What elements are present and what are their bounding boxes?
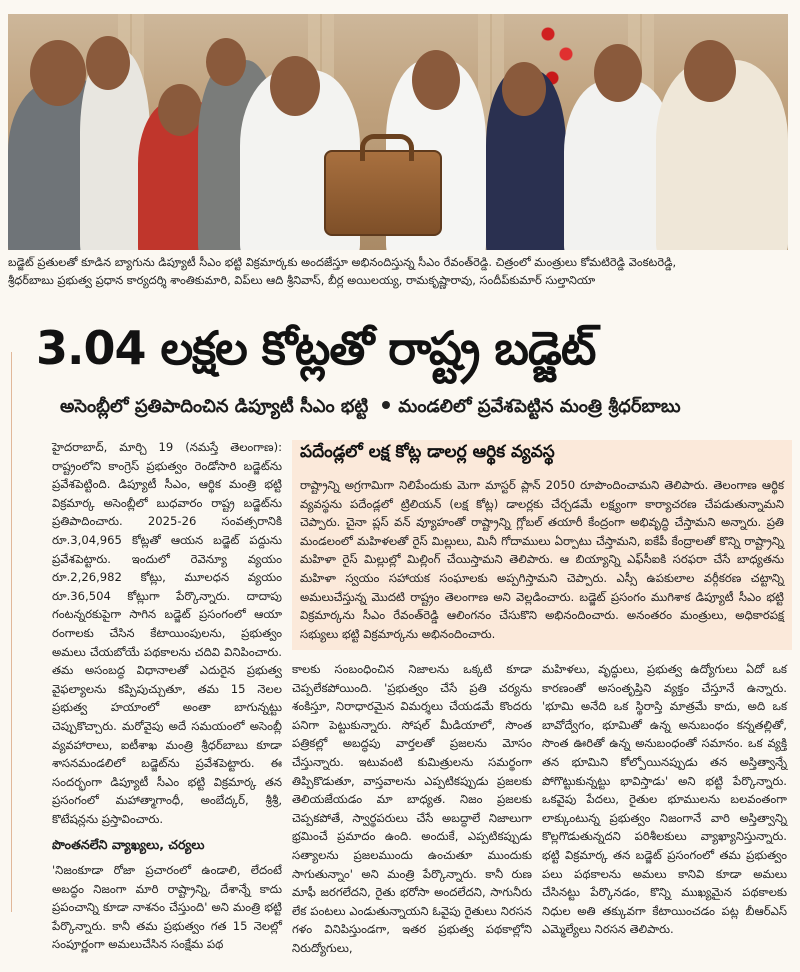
article-para-2: 'నిజంకూడా రోజా ప్రచారంలో ఉండాలి, లేదంటే అబద్ధం నిజంగా మారి రాష్ట్రాన్ని, దేశాన్నే కాదు ప్రపంచాన్ని కూడా నాశనం చేస్తుంది' అని మంత్రి భట్టి పేర్కొన్నారు. కానీ తమ ప్రభుత్వం గత 15 నెలల్లో సంపూర్ణంగా అమలుచేసిన సంక్షేమ పథ bbox=[52, 863, 282, 952]
article-column-3: మహిళలు, వృద్ధులు, ప్రభుత్వ ఉద్యోగులు ఏదో ఒక కారణంతో అసంతృప్తిని వ్యక్తం చేస్తూనే ఉన్నారు. 'భూమి అనేది ఒక స్థిరాస్తి మాత్రమే కాదు, అది ఒక బావోద్వేగం, భూమితో ఉన్న అనుబంధం కన్నతల్లితో, సొంత ఊరితో ఉన్న అనుబంధంతో సమానం. ఒక వ్యక్తి తన భూమిని కోల్పోయినప్పుడు తన అస్తిత్వాన్నే పోగొట్టుకున్నట్టు భావిస్తాడు' అని భట్టి పేర్కొన్నారు. ఒకవైపు పేదలు, రైతుల భూములను బలవంతంగా లాక్కుంటున్న ప్రభుత్వం నిజంగానే వారి అస్తిత్వాన్ని కొల్లగొడుతున్నదని పరిశీలకులు వ్యాఖ్యానిస్తున్నారు. భట్టి విక్రమార్క తన బడ్జెట్ ప్రసంగంలో తమ ప్రభుత్వం పలు పథకాలను అమలు కానివి కూడా అమలు చేసినట్టు పేర్కొనడం, కొన్ని ముఖ్యమైన పథకాలకు నిధుల అతి తక్కువగా కేటాయించడం పట్ల బీఆర్‌ఎస్ ఎమ్మెల్యేలు నిరసన తెలిపారు. bbox=[542, 662, 787, 937]
headline: 3.04 లక్షల కోట్లతో రాష్ట్ర బడ్జెట్ bbox=[36, 321, 596, 375]
article-para-1: హైదరాబాద్, మార్చి 19 (నమస్తే తెలంగాణ): రాష్ట్రంలోని కాంగ్రెస్ ప్రభుత్వం రెండోసారి బడ్జెట్‌ను ప్రవేశపెట్టింది. డిప్యూటీ సీఎం, ఆర్థిక మంత్రి భట్టి విక్రమార్క అసెంబ్లీలో బుధవారం రాష్ట్ర బడ్జెట్‌ను ప్రతిపాదించారు. 2025-26 సంవత్సరానికి రూ.3,04,965 కోట్లతో ఆయన బడ్జెట్ పద్దును ప్రవేశపెట్టారు. ఇందులో రెవెన్యూ వ్యయం రూ.2,26,982 కోట్లు, మూలధన వ్యయం రూ.36,504 కోట్లుగా పేర్కొన్నారు. దాదాపు గంటన్నరకుపైగా సాగిన బడ్జెట్ ప్రసంగంలో ఆయా రంగాలకు చేసిన కేటాయింపులను, ప్రభుత్వం అమలు చేయబోయే పథకాలను చదివి వినిపించారు. తమ అసంబద్ధ విధానాలతో ఎదురైన ప్రభుత్వ వైఫల్యాలను కప్పిపుచ్చుతూ, తమ 15 నెలల ప్రభుత్వ హయాంలో అంతా బాగున్నట్టు చెప్పుకొచ్చారు. మరోవైపు అదే సమయంలో అసెంబ్లీ వ్యవహారాలు, ఐటీశాఖ మంత్రి శ్రీధర్‌బాబు కూడా శాసనమండలిలో బడ్జెట్‌ను ప్రవేశపెట్టారు. ఈ సందర్భంగా డిప్యూటీ సీఎం భట్టి విక్రమార్క తన ప్రసంగంలో మహాత్మాగాంధీ, అంబేద్కర్, శ్రీశ్రీ, కొటేషన్లను ప్రస్తావించారు. bbox=[52, 440, 282, 826]
subhead-right: మండలిలో ప్రవేశపెట్టిన మంత్రి శ్రీధర్‌బాబు bbox=[398, 396, 681, 417]
highlight-box-title: పదేండ్లలో లక్ష కోట్ల డాలర్ల ఆర్థిక వ్యవస్థ bbox=[300, 442, 555, 462]
subhead-left: అసెంబ్లీలో ప్రతిపాదించిన డిప్యూటీ సీఎం భట్టి bbox=[60, 396, 369, 417]
highlight-box-body: రాష్ట్రాన్ని అగ్రగామిగా నిలిపేందుకు మెగా మాస్టర్ ప్లాన్ 2050 రూపొందించామని తెలిపారు. తెలంగాణ ఆర్థిక వ్యవస్థను పదేండ్లలో ట్రిలియన్ (లక్ష కోట్ల) డాలర్లకు చేర్చడమే లక్ష్యంగా కార్యాచరణ చేపడుతున్నామని చెప్పారు. చైనా ప్లస్ వన్ వ్యూహంతో రాష్ట్రాన్ని గ్లోబల్ తయారీ కేంద్రంగా అభివృద్ధి చేస్తామని అన్నారు. ప్రతి మండలంలో మహిళలతో రైస్ మిల్లులు, మినీ గోదాములు ఏర్పాటు చేస్తామని, ఐకేపీ కేంద్రాలతో కొన్ని రాష్ట్రాన్ని మహిళా రైస్ మిల్లుల్లో మిల్లింగ్ చేయిస్తామని తెలిపారు. ఆ బియ్యాన్ని ఎఫ్‌సీఐకి సరఫరా చేసే బాధ్యతను మహిళా స్వయం సహాయక సంఘాలకు అప్పగిస్తామని చెప్పారు. ఎస్సీ ఉపకులాల వర్గీకరణ చట్టాన్ని అమలుచేస్తున్న మొదటి రాష్ట్రం తెలంగాణ అని వెల్లడించారు. బడ్జెట్ ప్రసంగం ముగిశాక డిప్యూటీ సీఎం భట్టి విక్రమార్కను సీఎం రేవంత్‌రెడ్డి ఆలింగనం చేసుకొని అభినందించారు. అనంతరం మంత్రులు, అధికారపక్ష సభ్యులు భట్టి విక్రమార్కను అభినందించారు. bbox=[300, 478, 784, 641]
budget-bag bbox=[324, 150, 442, 236]
article-column-1 bbox=[52, 438, 282, 954]
news-photo bbox=[8, 14, 788, 250]
article-column-2: కాలకు సంబంధించిన నిజాలను ఒక్కటి కూడా చెప్పలేకపోయింది. 'ప్రభుత్వం చేసే ప్రతి చర్యను శంకిస్తూ, నిరాధారమైన విమర్శలు చేయడమే కొందరు పనిగా పెట్టుకున్నారు. సోషల్ మీడియాలో, సొంత పత్రికల్లో అబద్ధపు వార్తలతో ప్రజలను మోసం చేస్తున్నారు. ఇటువంటి కుమిత్రులను సమర్థంగా తిప్పికొడుతూ, వాస్తవాలను ఎప్పటికప్పుడు ప్రజలకు తెలియజేయడం మా బాధ్యత. నిజం ప్రజలకు చెప్పకపోతే, స్వార్థపరులు చేసే అబద్ధాలే నిజాలుగా భ్రమించే ప్రమాదం ఉంది. అందుకే, ఎప్పటికప్పుడు సత్యాలను ప్రజలముందు ఉంచుతూ ముందుకు సాగుతున్నాం' అని మంత్రి పేర్కొన్నారు. కానీ రుణ మాఫీ జరగలేదని, రైతు భరోసా అందలేదని, సాగునీరు లేక పంటలు ఎండుతున్నాయని ఓవైపు రైతులు నిరసన గళం వినిపిస్తుండగా, ఇతర ప్రభుత్వ పథకాల్లోని నిరుద్యోగులు, bbox=[292, 662, 532, 955]
subheadline bbox=[60, 396, 780, 421]
section-subheading: పొంతనలేని వ్యాఖ్యలు, చర్యలు bbox=[52, 837, 205, 853]
bullet-icon bbox=[382, 401, 390, 409]
caption-line-1: బడ్జెట్ ప్రతులతో కూడిన బ్యాగును డిప్యూటీ సీఎం భట్టి విక్రమార్కకు అందజేస్తూ అభినందిస్తున్న సీఎం రేవంత్‌రెడ్డి. చిత్రంలో మంత్రులు కోమటిరెడ్డి వెంకటరెడ్డి, bbox=[8, 255, 677, 269]
caption-line-2: శ్రీధర్‌బాబు ప్రభుత్వ ప్రధాన కార్యదర్శి శాంతికుమారి, విప్‌లు ఆది శ్రీనివాస్, బీర్ల అయిలయ్య, రామకృష్ణారావు, సందీప్‌కుమార్ సుల్తానియా bbox=[8, 273, 596, 287]
photo-caption bbox=[8, 253, 792, 289]
adjacent-column-strip bbox=[0, 352, 12, 912]
